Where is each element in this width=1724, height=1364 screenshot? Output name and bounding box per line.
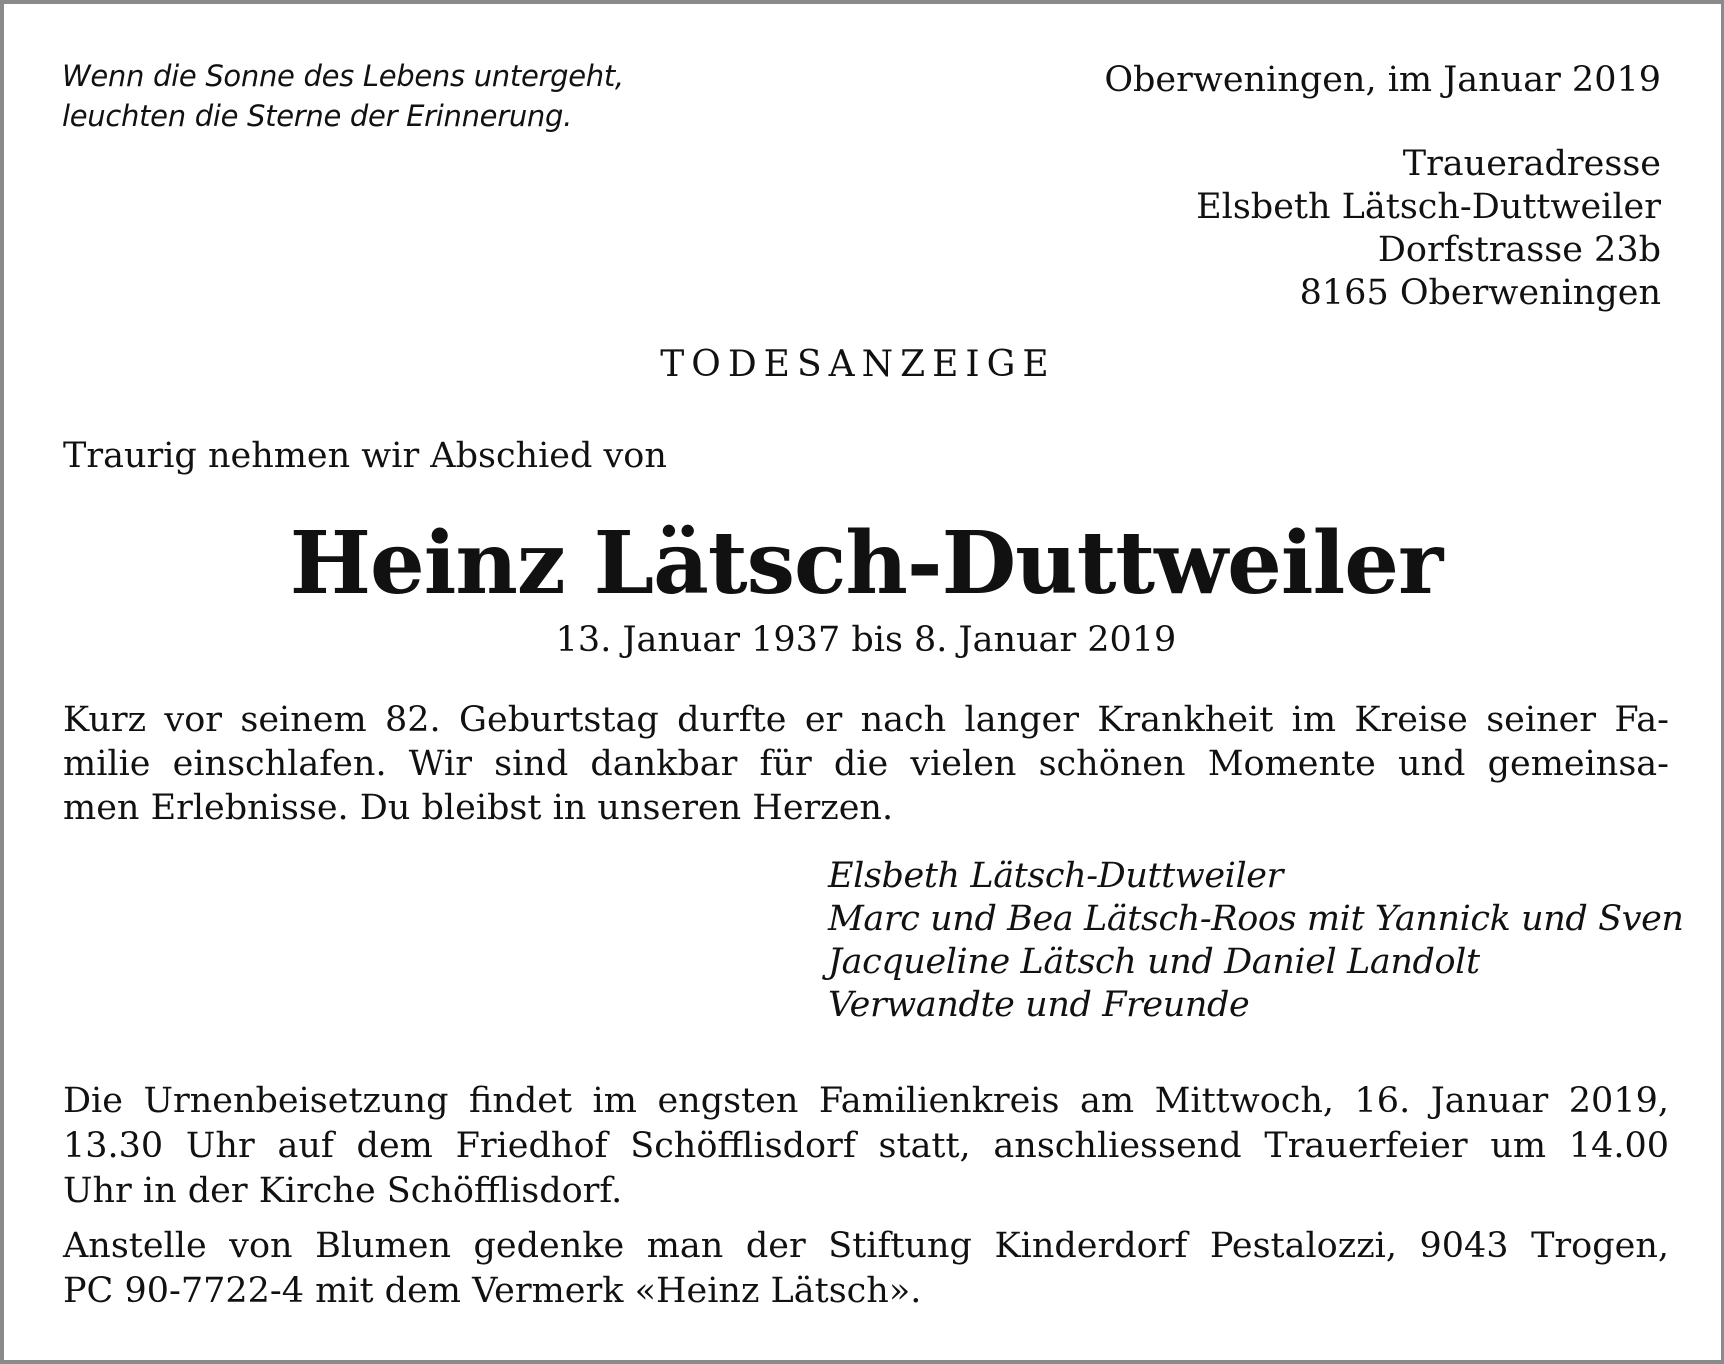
- lifespan-dates: 13. Januar 1937 bis 8. Januar 2019: [555, 620, 1177, 660]
- deceased-name: Heinz Lätsch-Duttweiler: [289, 513, 1443, 614]
- funeral-line: Uhr in der Kirche Schöfflisdorf.: [63, 1171, 623, 1211]
- funeral-line: 13.30 Uhr auf dem Friedhof Schöfflisdorf statt, anschliessend Trauerfeier um 14.00: [63, 1126, 1669, 1166]
- motto-line: leuchten die Sterne der Erinnerung.: [62, 99, 573, 133]
- signature-line: Marc und Bea Lätsch-Roos mit Yannick und Sven: [828, 899, 1684, 939]
- donation-line: Anstelle von Blumen gedenke man der Stiftung Kinderdorf Pestalozzi, 9043 Trogen,: [63, 1226, 1669, 1266]
- donation-paragraph: [63, 1224, 1669, 1314]
- message-line: milie einschlafen. Wir sind dankbar für die vielen schönen Momente und gemeinsa-: [63, 744, 1669, 784]
- place-date: Oberweningen, im Januar 2019: [1104, 60, 1661, 100]
- signature-line: Jacqueline Lätsch und Daniel Landolt: [828, 942, 1480, 982]
- funeral-paragraph: [63, 1079, 1669, 1214]
- motto-line: Wenn die Sonne des Lebens untergeht,: [62, 59, 624, 93]
- address-line: Dorfstrasse 23b: [1377, 230, 1661, 270]
- message-line: Kurz vor seinem 82. Geburtstag durfte er nach langer Krankheit im Kreise seiner Fa-: [63, 700, 1669, 740]
- funeral-line: Die Urnenbeisetzung findet im engsten Familienkreis am Mittwoch, 16. Januar 2019,: [63, 1081, 1669, 1121]
- address-line: 8165 Oberweningen: [1299, 273, 1661, 313]
- signature-line: Verwandte und Freunde: [828, 985, 1250, 1025]
- message-paragraph: [63, 698, 1669, 830]
- mourning-address: [761, 143, 1661, 315]
- intro-text: Traurig nehmen wir Abschied von: [63, 436, 667, 476]
- address-line: Traueradresse: [1402, 144, 1661, 184]
- signatures-list: [828, 855, 1688, 1027]
- notice-heading-text: TODESANZEIGE: [660, 344, 1056, 385]
- donation-line: PC 90-7722-4 mit dem Vermerk «Heinz Lätsch».: [63, 1271, 922, 1311]
- motto-quote: [62, 56, 762, 136]
- notice-heading: [4, 341, 1724, 389]
- signature-line: Elsbeth Lätsch-Duttweiler: [828, 856, 1283, 896]
- address-line: Elsbeth Lätsch-Duttweiler: [1196, 187, 1661, 227]
- message-line: men Erlebnisse. Du bleibst in unseren Herzen.: [63, 788, 894, 828]
